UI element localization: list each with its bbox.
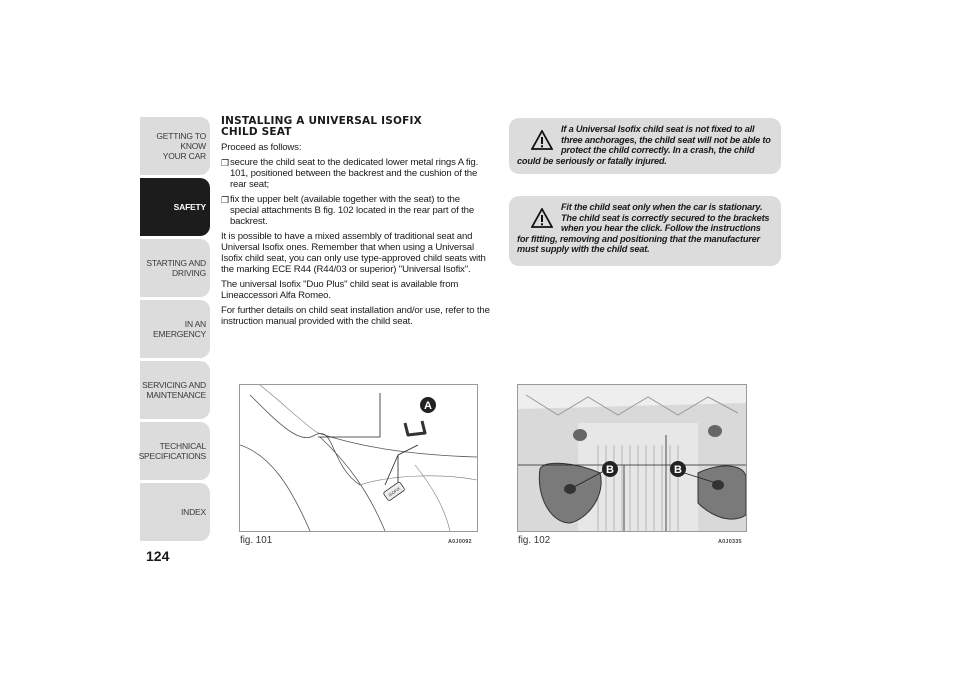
paragraph: The universal Isofix "Duo Plus" child seat is available from Lineaccessori Alfa Romeo. bbox=[221, 279, 459, 301]
checkbox-bullet-icon: ❒ bbox=[221, 195, 229, 205]
figure-101 bbox=[239, 384, 478, 532]
tab-label: GETTING TO KNOW YOUR CAR bbox=[156, 131, 206, 161]
figure-102 bbox=[517, 384, 747, 532]
tab-servicing[interactable] bbox=[140, 361, 210, 419]
page-number: 124 bbox=[146, 548, 170, 564]
figure-caption: fig. 102 bbox=[518, 535, 551, 546]
paragraph: It is possible to have a mixed assembly of traditional seat and Universal Isofix ones. Remember that when using a Universal Isofix child seat, you can only use type-approved child seats with the marking ECE R44 (R44/03 or superior) "Universal Isofix". bbox=[221, 231, 486, 275]
list-item-text: secure the child seat to the dedicated lower metal rings A fig. 101, positioned between the backrest and the cushion of the rear seat; bbox=[230, 157, 479, 190]
tab-label: INDEX bbox=[181, 507, 206, 517]
isofix-anchor-photo bbox=[518, 385, 746, 531]
tab-label: STARTING AND DRIVING bbox=[146, 258, 206, 278]
warning-text: Fit the child seat only when the car is stationary. The child seat is correctly secured to the brackets when you hear the click. Follow the instructions for fitting, removing and positioning that the manufacturer must supply with the child seat. bbox=[517, 202, 770, 255]
tab-label: IN AN EMERGENCY bbox=[153, 319, 206, 339]
callout-a-label: A bbox=[424, 400, 432, 412]
main-text bbox=[221, 116, 491, 331]
heading-line: INSTALLING A UNIVERSAL ISOFIX bbox=[221, 115, 422, 127]
checkbox-bullet-icon: ❒ bbox=[221, 158, 229, 168]
tab-label: TECHNICAL SPECIFICATIONS bbox=[138, 441, 206, 461]
list-item bbox=[221, 194, 491, 227]
isofix-tag-text: ISOFIX bbox=[387, 485, 402, 498]
list-item-text: fix the upper belt (available together with the seat) to the special attachments B fig. 102 located in the rear part of the backrest. bbox=[230, 194, 475, 227]
tab-safety[interactable] bbox=[140, 178, 210, 236]
warning-box bbox=[509, 118, 781, 174]
intro-text: Proceed as follows: bbox=[221, 142, 302, 153]
heading-line: CHILD SEAT bbox=[221, 126, 292, 138]
tab-getting-to-know[interactable] bbox=[140, 117, 210, 175]
tab-starting-driving[interactable] bbox=[140, 239, 210, 297]
isofix-seat-illustration bbox=[240, 385, 477, 531]
tab-emergency[interactable] bbox=[140, 300, 210, 358]
warning-triangle-icon bbox=[531, 130, 553, 150]
tab-label: SERVICING AND MAINTENANCE bbox=[142, 380, 206, 400]
figure-code: A0J0335 bbox=[718, 539, 742, 545]
figure-code: A0J0092 bbox=[448, 539, 472, 545]
callout-b-label: B bbox=[674, 464, 682, 476]
warning-triangle-icon bbox=[531, 208, 553, 228]
figure-caption: fig. 101 bbox=[240, 535, 273, 546]
tab-technical[interactable] bbox=[140, 422, 210, 480]
section-heading bbox=[221, 116, 491, 138]
chapter-tabs bbox=[140, 117, 210, 544]
tab-index[interactable] bbox=[140, 483, 210, 541]
warning-box bbox=[509, 196, 781, 266]
warning-text: If a Universal Isofix child seat is not fixed to all three anchorages, the child seat will not be able to protect the child correctly. In a crash, the child could be seriously or fatally injured. bbox=[517, 124, 771, 166]
tab-label: SAFETY bbox=[173, 202, 206, 212]
list-item bbox=[221, 157, 491, 190]
paragraph: For further details on child seat installation and/or use, refer to the instruction manual provided with the child seat. bbox=[221, 305, 490, 327]
callout-b-label: B bbox=[606, 464, 614, 476]
